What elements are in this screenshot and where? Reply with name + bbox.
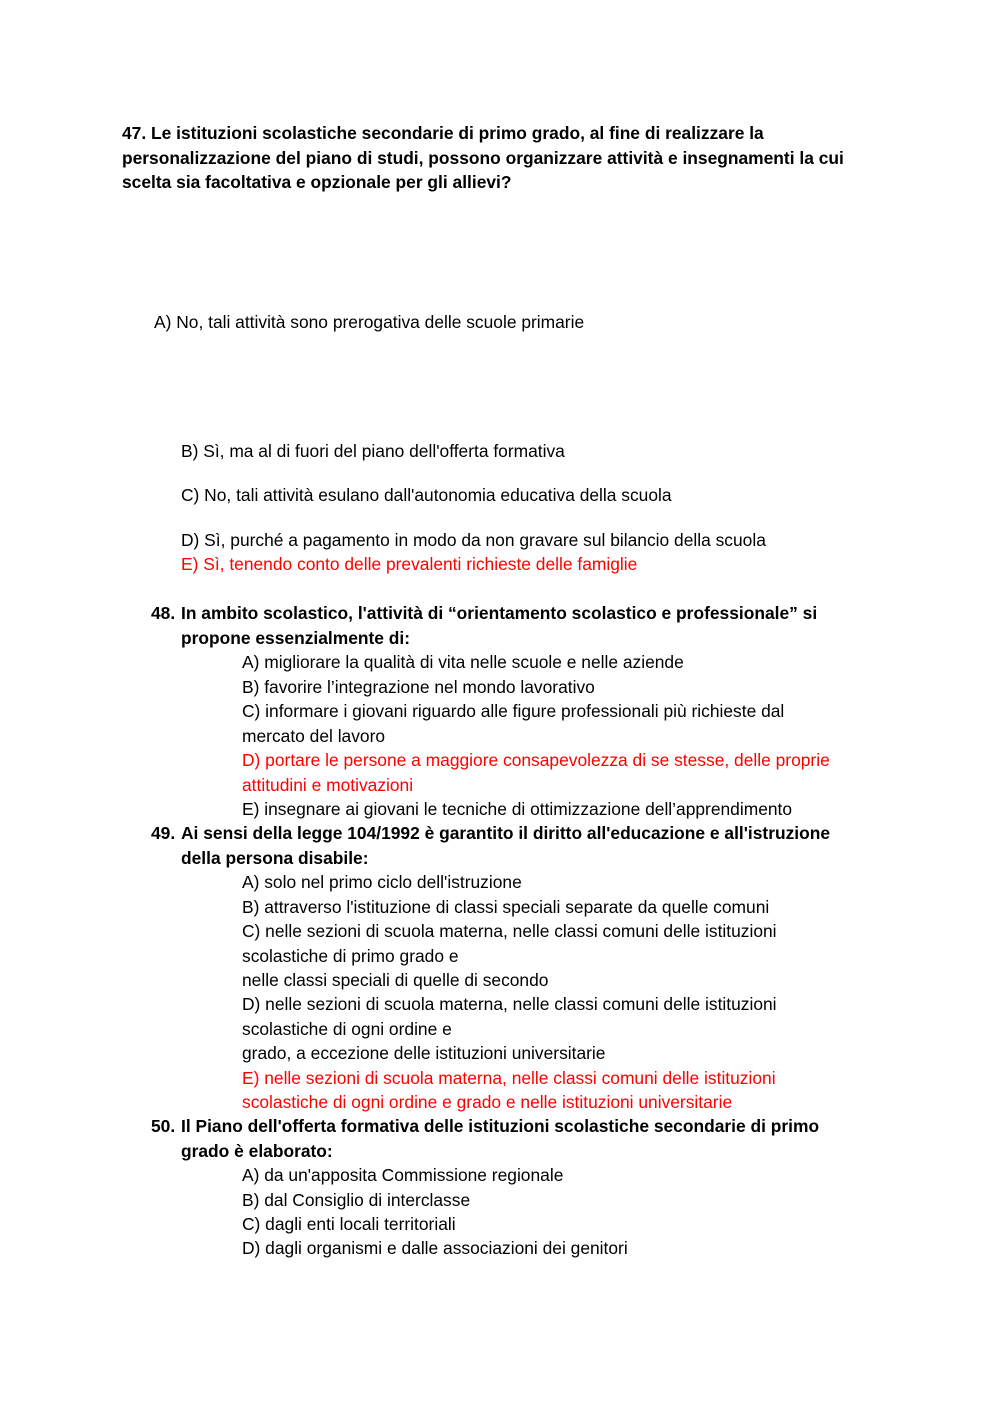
q49-question-line-2: della persona disabile: bbox=[181, 848, 369, 868]
q50-option-c: C) dagli enti locali territoriali bbox=[242, 1214, 456, 1234]
q47-option-a: A) No, tali attività sono prerogativa delle scuole primarie bbox=[154, 312, 585, 332]
q50-question-line-1: Il Piano dell'offerta formativa delle istituzioni scolastiche secondarie di primo bbox=[181, 1116, 820, 1136]
q49-option-c-cont-2: nelle classi speciali di quelle di secondo bbox=[242, 970, 549, 990]
q49-option-e-correct-cont: scolastiche di ogni ordine e grado e nelle istituzioni universitarie bbox=[242, 1092, 733, 1112]
q50-option-b: B) dal Consiglio di interclasse bbox=[242, 1190, 471, 1210]
q50-question-line-2: grado è elaborato: bbox=[181, 1141, 333, 1161]
q49-option-c-cont-1: scolastiche di primo grado e bbox=[242, 946, 459, 966]
q47-option-c: C) No, tali attività esulano dall'autonomia educativa della scuola bbox=[181, 485, 672, 505]
q49-option-b: B) attraverso l'istituzione di classi speciali separate da quelle comuni bbox=[242, 897, 770, 917]
q49-option-c: C) nelle sezioni di scuola materna, nelle classi comuni delle istituzioni bbox=[242, 921, 777, 941]
q48-option-d-correct-cont: attitudini e motivazioni bbox=[242, 775, 414, 795]
q50-option-a: A) da un'apposita Commissione regionale bbox=[242, 1165, 564, 1185]
q47-option-b: B) Sì, ma al di fuori del piano dell'offerta formativa bbox=[181, 441, 565, 461]
q48-option-a: A) migliorare la qualità di vita nelle scuole e nelle aziende bbox=[242, 652, 684, 672]
q49-option-e-correct: E) nelle sezioni di scuola materna, nelle classi comuni delle istituzioni bbox=[242, 1068, 776, 1088]
q48-option-d-correct: D) portare le persone a maggiore consapevolezza di se stesse, delle proprie bbox=[242, 750, 830, 770]
q50-option-d: D) dagli organismi e dalle associazioni dei genitori bbox=[242, 1238, 628, 1258]
q48-number: 48. bbox=[151, 603, 176, 623]
q48-option-c: C) informare i giovani riguardo alle figure professionali più richieste dal bbox=[242, 701, 785, 721]
q48-option-b: B) favorire l’integrazione nel mondo lavorativo bbox=[242, 677, 595, 697]
q50-number: 50. bbox=[151, 1116, 176, 1136]
question-47-text: 47. Le istituzioni scolastiche secondarie di primo grado, al fine di realizzare la personalizzazione del piano di studi, possono organizzare attività e insegnamenti la cui scelta sia facoltativa e opzionale per gli allievi? bbox=[122, 123, 844, 192]
q48-option-e: E) insegnare ai giovani le tecniche di ottimizzazione dell’apprendimento bbox=[242, 799, 793, 819]
q47-option-d: D) Sì, purché a pagamento in modo da non gravare sul bilancio della scuola bbox=[181, 530, 766, 550]
q49-option-a: A) solo nel primo ciclo dell'istruzione bbox=[242, 872, 522, 892]
q49-question-line-1: Ai sensi della legge 104/1992 è garantito il diritto all'educazione e all'istruzione bbox=[181, 823, 831, 843]
q49-number: 49. bbox=[151, 823, 176, 843]
q47-option-e-correct: E) Sì, tenendo conto delle prevalenti richieste delle famiglie bbox=[181, 554, 638, 574]
q48-question-line-2: propone essenzialmente di: bbox=[181, 628, 411, 648]
q49-option-d-cont-2: grado, a eccezione delle istituzioni universitarie bbox=[242, 1043, 606, 1063]
q49-option-d-cont-1: scolastiche di ogni ordine e bbox=[242, 1019, 452, 1039]
q48-option-c-cont: mercato del lavoro bbox=[242, 726, 386, 746]
q48-question-line-1: In ambito scolastico, l'attività di “orientamento scolastico e professionale” si bbox=[181, 603, 818, 623]
q49-option-d: D) nelle sezioni di scuola materna, nelle classi comuni delle istituzioni bbox=[242, 994, 777, 1014]
